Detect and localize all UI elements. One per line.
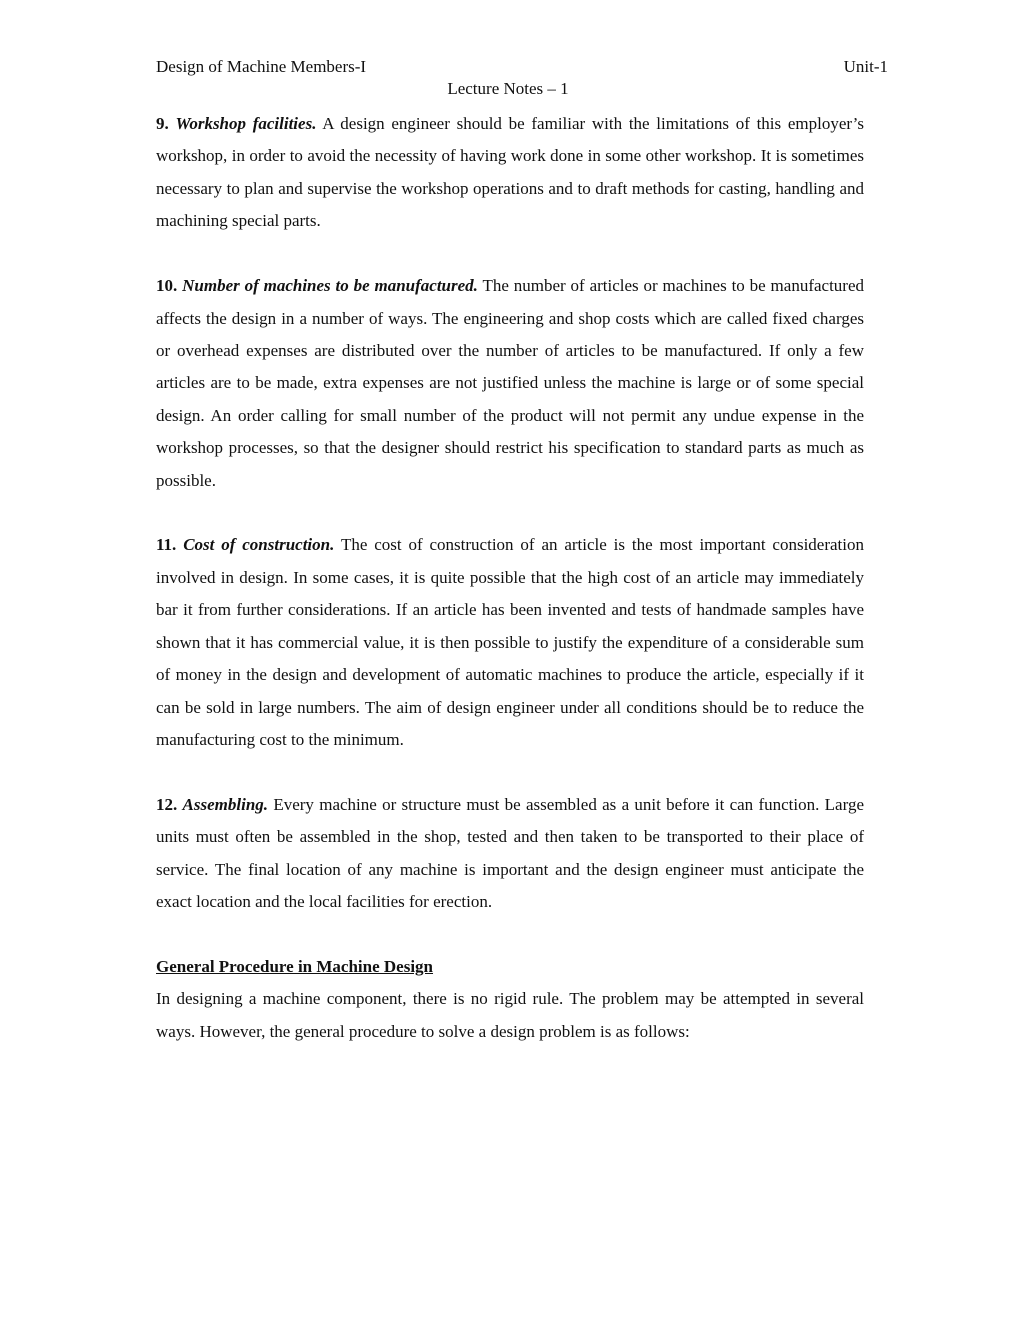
header-lecture-notes: Lecture Notes – 1: [447, 79, 569, 98]
section-number: 11.: [156, 535, 177, 555]
section-text: A design engineer should be familiar with the limitations of this employer’s workshop, in order to avoid the necessity of having work done in some other workshop. It is sometimes necessary to plan and supervise the workshop operations and to draft methods for casting, handling and machining special parts.: [156, 114, 865, 231]
section-text: The number of articles or machines to be manufactured affects the design in a number of ways. The engineering and shop costs which are called fixed charges or overhead expenses are distributed over the number of articles to be manufactured. If only a few articles are to be made, extra expenses are not justified unless the machine is large or of some special design. An order calling for small number of the product will not permit any undue expense in the workshop processes, so that the designer should restrict his specification to standard parts as much as possible.: [156, 276, 864, 490]
section-text: Every machine or structure must be assembled as a unit before it can function. Large units must often be assembled in the shop, tested and then taken to be transported to their place of service. The final location of any machine is important and the design engineer must anticipate the exact location and the local facilities for erection.: [156, 794, 864, 912]
header-course-title: Design of Machine Members-I: [156, 57, 367, 76]
section-term: Cost of construction.: [183, 535, 335, 555]
section-number: 9.: [156, 114, 169, 133]
header-unit: Unit-1: [843, 57, 888, 76]
section-term: Number of machines to be manufactured.: [182, 276, 478, 296]
section-number: 12.: [156, 794, 178, 814]
general-procedure-text: In designing a machine component, there is no rigid rule. The problem may be attempted in several ways. However, the general procedure to solve a design problem is as follows:: [156, 989, 864, 1041]
section-workshop-facilities: [156, 108, 864, 238]
general-procedure-heading: General Procedure in Machine Design: [156, 956, 434, 976]
section-assembling: [156, 789, 864, 919]
body-content: [156, 108, 864, 1048]
section-text: The cost of construction of an article is the most important consideration involved in design. In some cases, it is quite possible that the high cost of an article may immediately bar it from further considerations. If an article has been invented and tests of handmade samples have shown that it has commercial value, it is then possible to justify the expenditure of a considerable sum of money in the design and development of automatic machines to produce the article, especially if it can be sold in large numbers. The aim of design engineer under all conditions should be to reduce the manufacturing cost to the minimum.: [156, 535, 864, 749]
section-term: Workshop facilities.: [175, 114, 317, 133]
section-cost-of-construction: [156, 529, 864, 756]
section-number: 10.: [156, 276, 178, 296]
section-number-of-machines: [156, 270, 864, 497]
section-term: Assembling.: [182, 794, 269, 814]
